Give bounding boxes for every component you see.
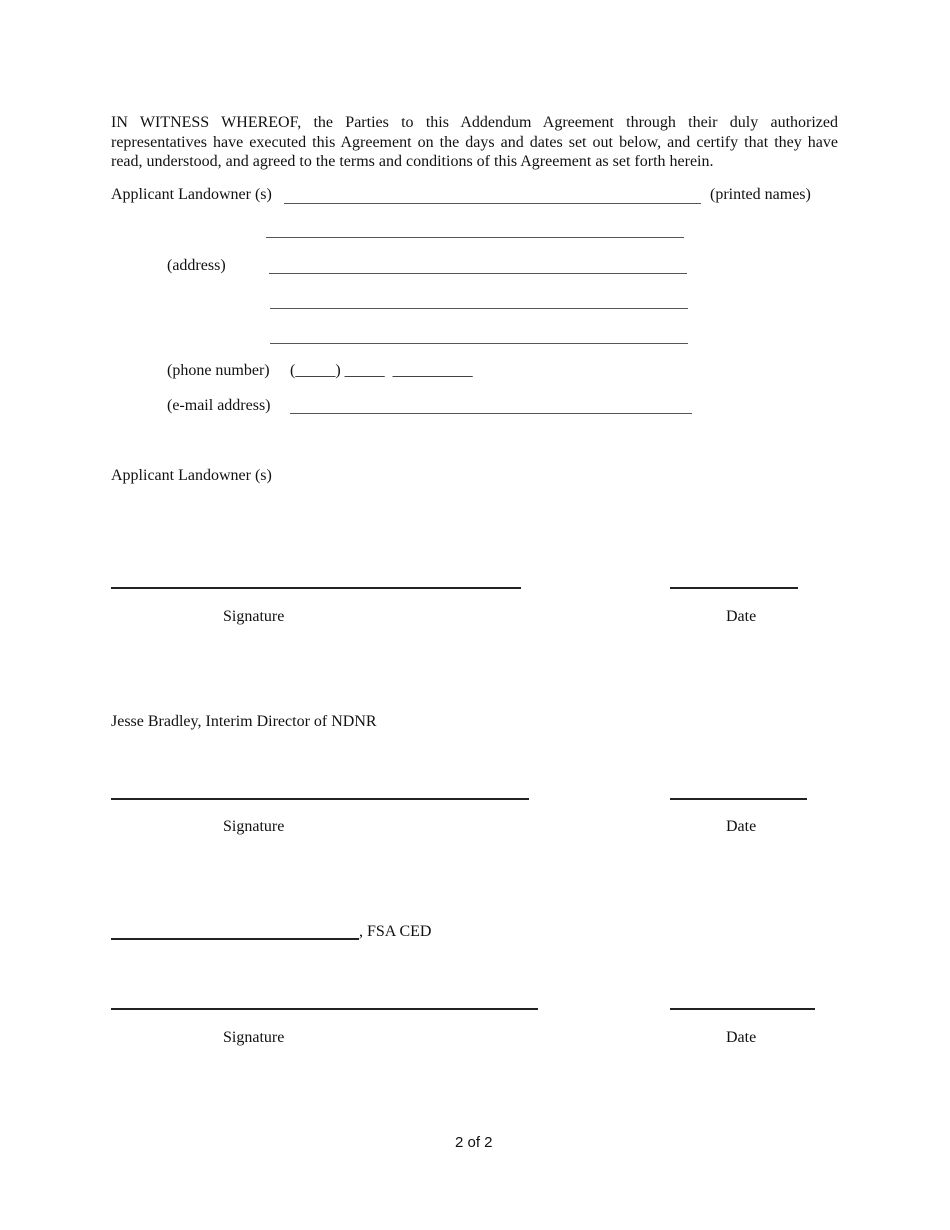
applicant-landowner-label: Applicant Landowner (s) [111,186,272,203]
address-line-1[interactable] [266,237,684,238]
date-label: Date [726,818,757,835]
email-label: (e-mail address) [167,397,271,414]
printed-names-label: (printed names) [710,186,811,203]
date-label: Date [726,1029,757,1046]
date-label: Date [726,608,757,625]
printed-names-line[interactable] [284,203,701,204]
witness-paragraph: IN WITNESS WHEREOF, the Parties to this Addendum Agreement through their duly authorized representatives have executed this Agreement on the days and dates set out below, and certify that they have read, understood, and agreed to the terms and conditions of this Agreement as set forth herein. [111,114,838,170]
signature-label: Signature [223,608,285,625]
date-line[interactable] [670,798,807,800]
phone-label: (phone number) [167,362,270,379]
date-line[interactable] [670,587,798,589]
signature-block-heading: Applicant Landowner (s) [111,467,272,484]
address-line-2[interactable] [269,273,687,274]
signature-line[interactable] [111,1008,538,1010]
signature-block-heading: Jesse Bradley, Interim Director of NDNR [111,713,377,730]
fsa-ced-name-line[interactable] [111,938,359,940]
email-line[interactable] [290,413,692,414]
phone-field[interactable]: (_____) _____ __________ [290,362,473,379]
signature-label: Signature [223,818,285,835]
address-line-4[interactable] [270,343,688,344]
page-number: 2 of 2 [455,1134,493,1151]
signature-label: Signature [223,1029,285,1046]
signature-block-heading: , FSA CED [359,923,432,940]
signature-line[interactable] [111,587,521,589]
date-line[interactable] [670,1008,815,1010]
address-label: (address) [167,257,226,274]
address-line-3[interactable] [270,308,688,309]
signature-line[interactable] [111,798,529,800]
